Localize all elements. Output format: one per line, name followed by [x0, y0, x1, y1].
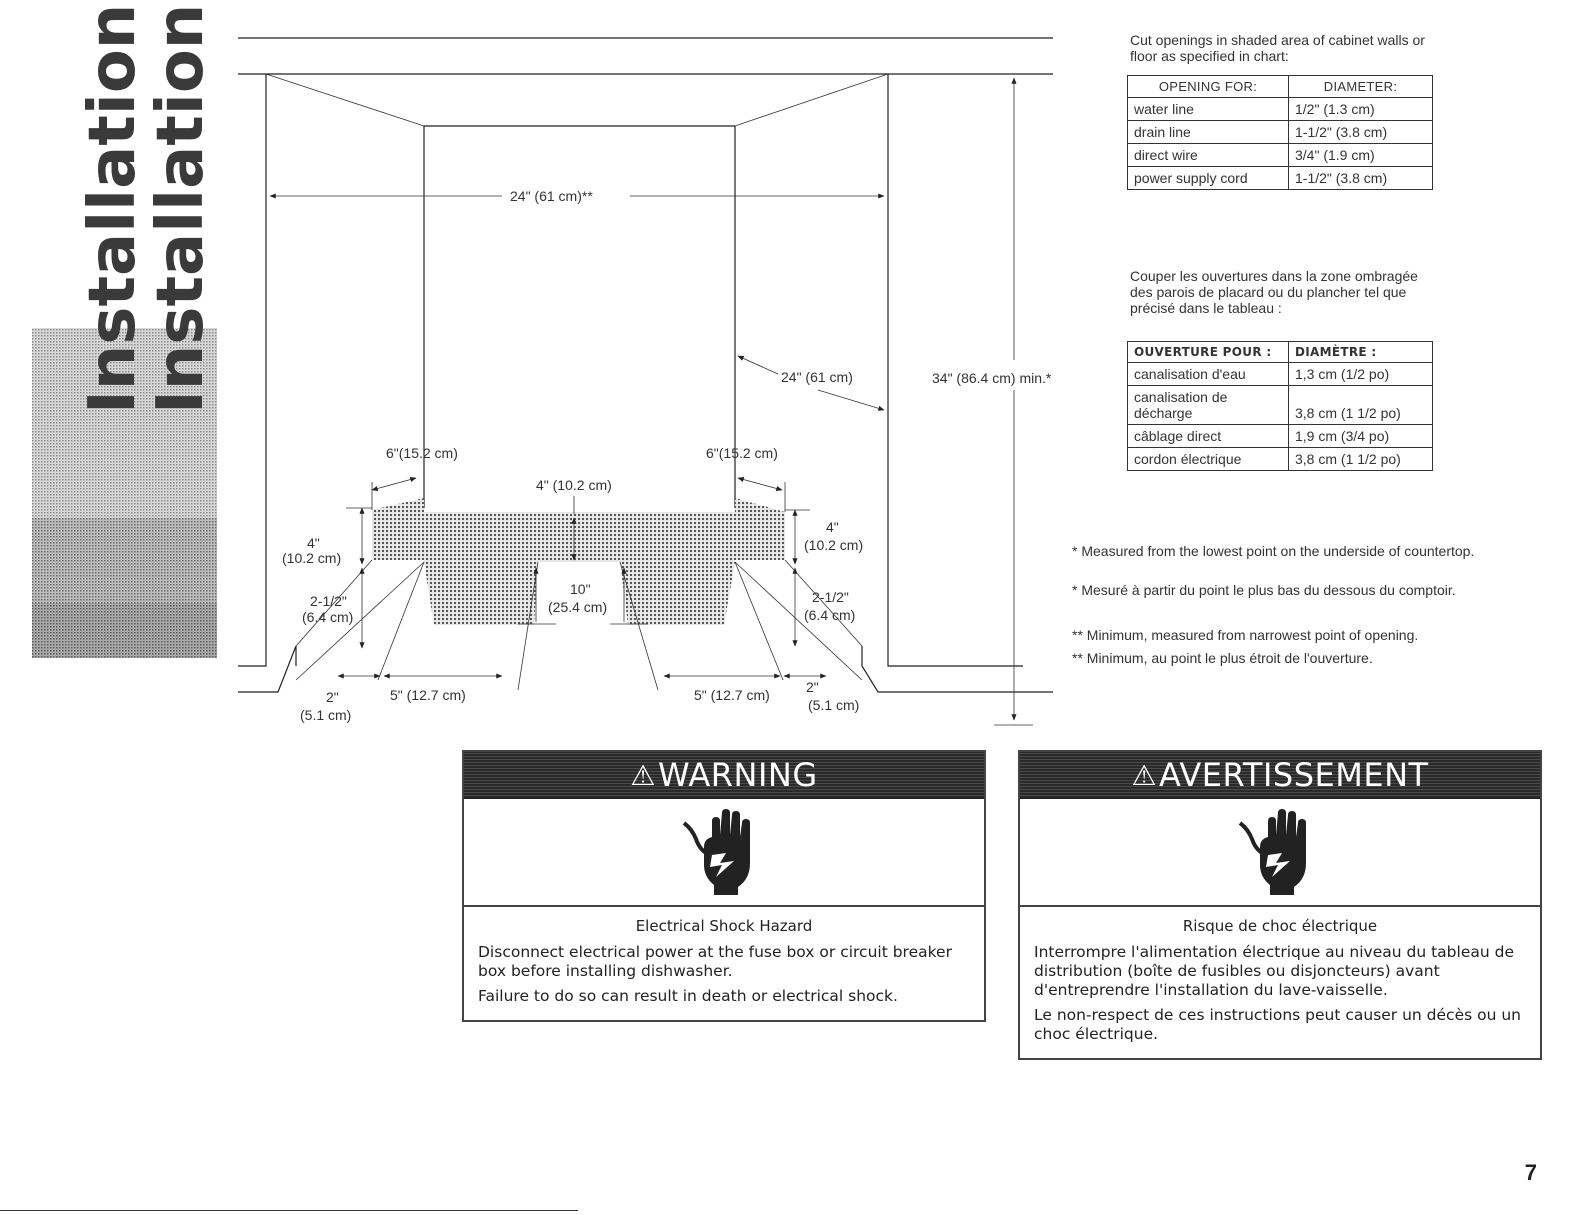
- table-row: [1128, 167, 1433, 190]
- back-shaded-area: [424, 512, 735, 562]
- opening-chart-fr: [1127, 341, 1433, 471]
- warning-text-2-fr: Le non-respect de ces instructions peut causer un décès ou un choc électrique.: [1034, 1006, 1522, 1043]
- width-dimension-label: 24" (61 cm)**: [510, 188, 593, 204]
- tab-title-en: Installation: [76, 3, 150, 414]
- left-2-metric: (5.1 cm): [300, 707, 352, 723]
- floor-shaded-left: [424, 562, 538, 625]
- table-cell: 3,8 cm (1 1/2 po): [1289, 386, 1433, 425]
- warning-body-en: [464, 907, 984, 1022]
- warning-text-1-fr: Interrompre l'alimentation électrique au niveau du tableau de distribution (boîte de fusibles ou disjoncteurs) avant d'entreprendre l'installation du lave-vaisselle.: [1034, 943, 1514, 999]
- left-6-label: 6"(15.2 cm): [386, 445, 458, 461]
- right-4-label: 4": [826, 519, 839, 535]
- center-10-label: 10": [570, 581, 591, 597]
- floor-shaded-right: [620, 562, 735, 625]
- table-row: [1128, 144, 1433, 167]
- table-cell: 3/4" (1.9 cm): [1289, 144, 1433, 167]
- left-212-label: 2-1/2": [310, 593, 347, 609]
- right-shaded-area: [735, 498, 785, 560]
- table-cell: 3,8 cm (1 1/2 po): [1289, 448, 1433, 471]
- table-cell: 1,3 cm (1/2 po): [1289, 363, 1433, 386]
- left-4-metric: (10.2 cm): [282, 550, 342, 566]
- warning-box-en: [462, 750, 986, 1022]
- center-10-metric: (25.4 cm): [548, 599, 608, 615]
- height-dimension-label: 34" (86.4 cm) min.*: [932, 370, 1052, 386]
- opening-chart-en: [1127, 75, 1433, 190]
- table-cell: cordon électrique: [1128, 448, 1289, 471]
- table-cell: canalisation d'eau: [1128, 363, 1289, 386]
- footnote-4: ** Minimum, au point le plus étroit de l'ouverture.: [1072, 650, 1373, 666]
- warning-triangle-icon: ⚠: [630, 758, 656, 792]
- right-5-label: 5" (12.7 cm): [694, 687, 770, 703]
- warning-header-fr: [1020, 752, 1540, 799]
- chart-header-opening: OPENING FOR:: [1128, 76, 1289, 98]
- tab-title-fr: Installation: [144, 3, 218, 414]
- chart-intro-fr: Couper les ouvertures dans la zone ombragée des parois de placard ou du plancher tel que précisé dans le tableau :: [1130, 268, 1418, 316]
- table-row: [1128, 363, 1433, 386]
- table-cell: drain line: [1128, 121, 1289, 144]
- table-cell: câblage direct: [1128, 425, 1289, 448]
- center-4-label: 4" (10.2 cm): [536, 477, 612, 493]
- cabinet-opening-diagram: [238, 30, 1098, 740]
- table-cell: power supply cord: [1128, 167, 1289, 190]
- right-floor: [862, 646, 1053, 692]
- shock-hazard-icon-area: [1020, 799, 1540, 907]
- table-cell: canalisation de décharge: [1128, 386, 1289, 425]
- footnote-3: ** Minimum, measured from narrowest point of opening.: [1072, 627, 1419, 643]
- table-row: [1128, 98, 1433, 121]
- right-212-metric: (6.4 cm): [804, 607, 856, 623]
- left-shaded-area: [372, 498, 424, 560]
- chart-intro-en: Cut openings in shaded area of cabinet walls or floor as specified in chart:: [1130, 32, 1425, 64]
- footnote-1: * Measured from the lowest point on the underside of countertop.: [1072, 543, 1475, 559]
- right-2-label: 2": [806, 679, 819, 695]
- warning-box-fr: [1018, 750, 1542, 1060]
- page-number: 7: [1524, 1160, 1537, 1185]
- left-2-label: 2": [326, 689, 339, 705]
- electric-shock-hand-icon: [1238, 807, 1318, 897]
- chart-header-diametre: DIAMÈTRE :: [1289, 342, 1433, 363]
- table-row: [1128, 386, 1433, 425]
- left-4-label: 4": [307, 535, 320, 551]
- right-212-label: 2-1/2": [812, 589, 849, 605]
- shock-hazard-icon-area: [464, 799, 984, 907]
- table-cell: 1/2" (1.3 cm): [1289, 98, 1433, 121]
- warning-text-2-en: Failure to do so can result in death or electrical shock.: [478, 987, 898, 1005]
- warning-title-fr: Risque de choc électrique: [1182, 917, 1378, 935]
- table-cell: direct wire: [1128, 144, 1289, 167]
- table-row: [1128, 425, 1433, 448]
- table-cell: water line: [1128, 98, 1289, 121]
- depth-dimension-label: 24" (61 cm): [781, 369, 853, 385]
- right-4-metric: (10.2 cm): [804, 537, 864, 553]
- warning-title-en: Electrical Shock Hazard: [635, 917, 813, 935]
- warning-body-fr: [1020, 907, 1540, 1060]
- section-tab: [32, 3, 218, 658]
- chart-header-diameter: DIAMETER:: [1289, 76, 1433, 98]
- warning-header-en: [464, 752, 984, 799]
- left-floor: [238, 646, 296, 692]
- right-2-metric: (5.1 cm): [808, 697, 860, 713]
- right-6-label: 6"(15.2 cm): [706, 445, 778, 461]
- warning-header-text: AVERTISSEMENT: [1159, 756, 1429, 794]
- table-cell: 1-1/2" (3.8 cm): [1289, 167, 1433, 190]
- footnote-2: * Mesuré à partir du point le plus bas du dessous du comptoir.: [1072, 582, 1456, 598]
- left-212-metric: (6.4 cm): [302, 609, 354, 625]
- warning-text-1-en: Disconnect electrical power at the fuse box or circuit breaker box before installing dishwasher.: [478, 943, 952, 980]
- table-cell: 1-1/2" (3.8 cm): [1289, 121, 1433, 144]
- table-row: [1128, 121, 1433, 144]
- warning-triangle-icon: ⚠: [1131, 758, 1158, 792]
- left-wall: [238, 74, 266, 666]
- chart-header-ouverture: OUVERTURE POUR :: [1128, 342, 1289, 363]
- table-row: [1128, 448, 1433, 471]
- electric-shock-hand-icon: [682, 807, 762, 897]
- table-cell: 1,9 cm (3/4 po): [1289, 425, 1433, 448]
- left-5-label: 5" (12.7 cm): [390, 687, 466, 703]
- bottom-rule: [0, 1210, 578, 1211]
- warning-header-text: WARNING: [657, 756, 818, 794]
